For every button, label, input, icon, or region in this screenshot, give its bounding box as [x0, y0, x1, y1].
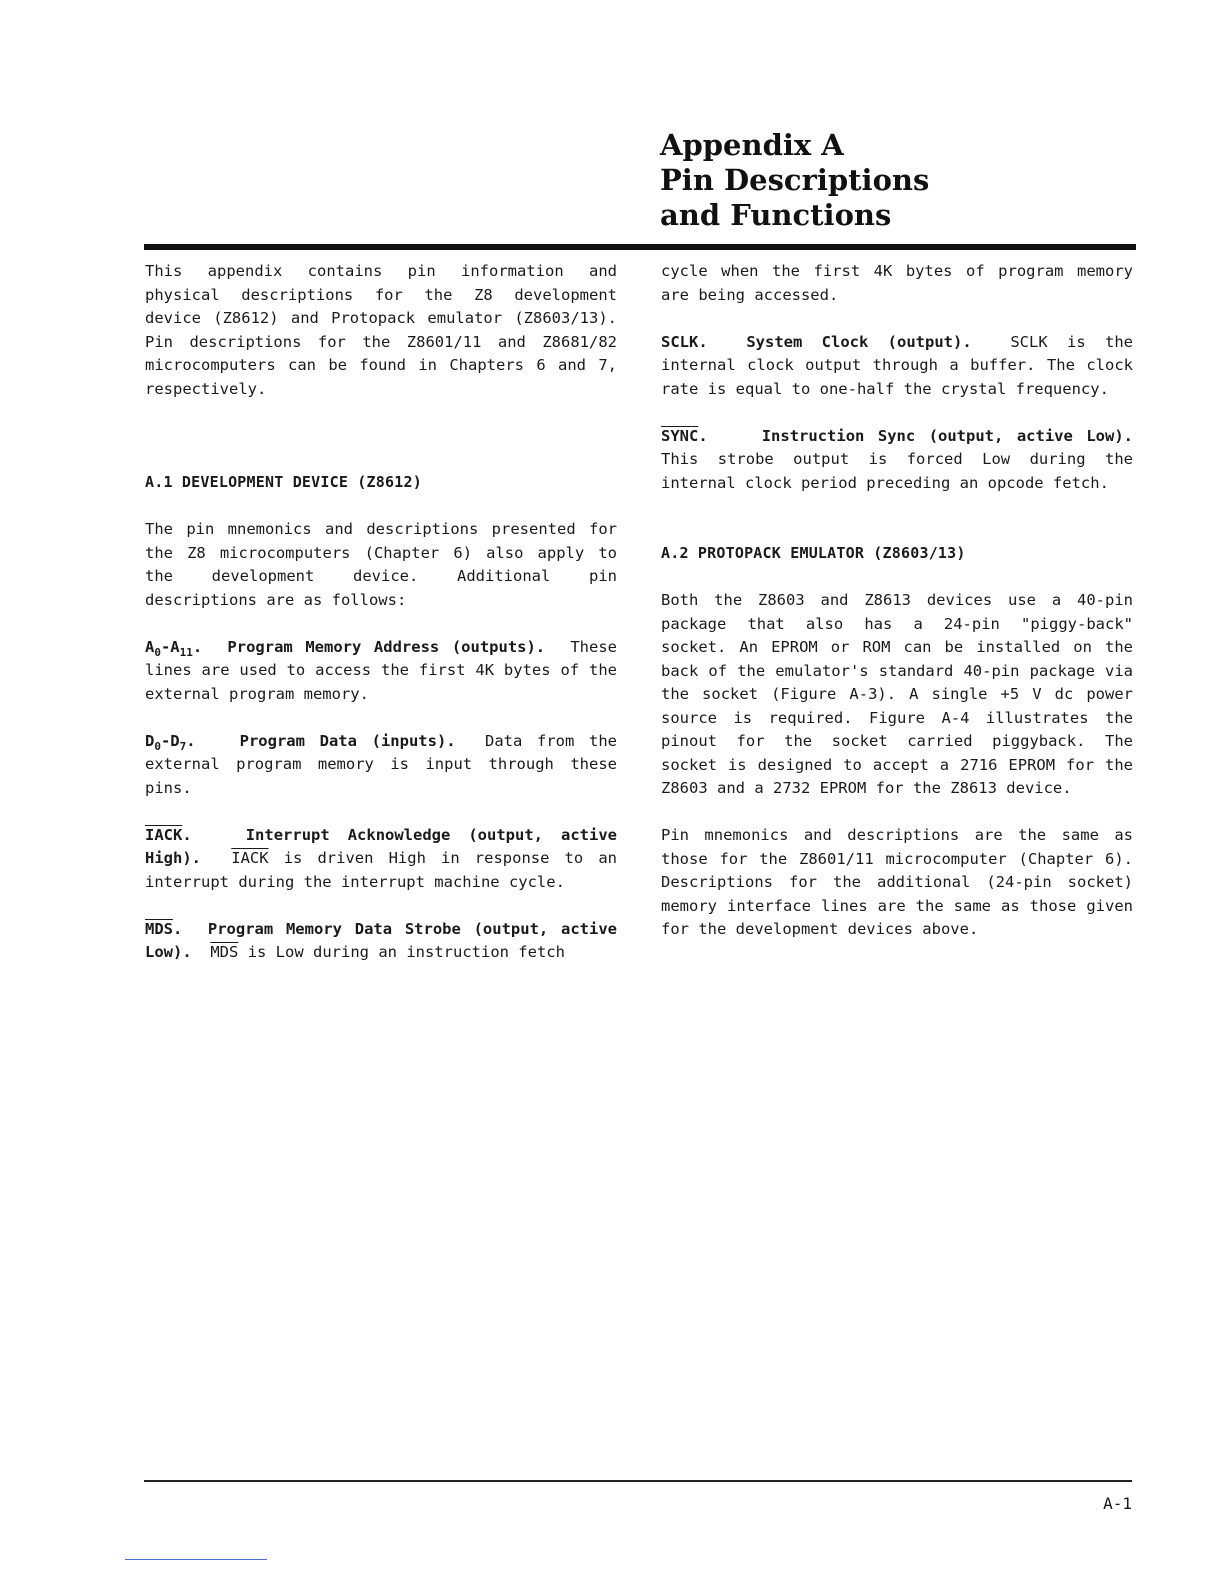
section-heading-a2: A.2 PROTOPACK EMULATOR (Z8603/13) — [661, 544, 966, 562]
mds-pin-ref: $\overline{MDS}$ — [210, 943, 239, 961]
address-pin-text: These lines are used to access the first 4K bytes of the external program memory. — [145, 637, 618, 703]
address-pin-description — [145, 636, 617, 707]
sync-pin-text: This strobe output is forced Low during the internal clock period preceding an opcode fetch. — [661, 450, 1133, 492]
iack-pin-text: is driven High in response to an interrupt during the interrupt machine cycle. — [145, 849, 617, 891]
mds-pin-label: Program Memory Data Strobe (output, active Low). — [145, 919, 618, 961]
section-heading-a1: A.1 DEVELOPMENT DEVICE (Z8612) — [145, 473, 422, 491]
sync-pin-description — [661, 425, 1133, 496]
a1-intro-paragraph: The pin mnemonics and descriptions presented for the Z8 microcomputers (Chapter 6) also apply to the development device. Additional pin descriptions are as follows: — [145, 520, 617, 609]
mds-pin-name: $\overline{MDS}$. — [145, 919, 183, 938]
footer-rule — [144, 1480, 1132, 1482]
footnote-rule — [125, 1559, 267, 1560]
address-pin-name: $A_0-A_{11}$. — [145, 637, 203, 659]
title-line-3: and Functions — [660, 198, 892, 232]
a2-paragraph-2: Pin mnemonics and descriptions are the same as those for the Z8601/11 microcomputer (Chapter 6). Descriptions for the additional (24-pin socket) memory interface lines are the same as those given for the development devices above. — [661, 826, 1133, 938]
iack-pin-name: IACK. — [145, 825, 192, 844]
sclk-pin-text: SCLK is the internal clock output through a buffer. The clock rate is equal to one-half the crystal frequency. — [661, 332, 1133, 398]
data-pin-description — [145, 730, 617, 801]
header-rule — [144, 244, 1136, 250]
address-pin-label: Program Memory Address (outputs). — [227, 637, 546, 656]
title-line-1: Appendix A — [660, 128, 844, 162]
sync-pin-label: Instruction Sync (output, active Low). — [761, 426, 1134, 445]
iack-pin-description — [145, 824, 617, 895]
page-number: A-1 — [1103, 1494, 1132, 1513]
title-line-2: Pin Descriptions — [660, 163, 930, 197]
a2-paragraph-1: Both the Z8603 and Z8613 devices use a 40-pin package that also has a 24-pin "piggy-back" socket. An EPROM or ROM can be installed on the back of the emulator's standard 40-pin package via the socket (Figure A-3). A single +5 V dc power source is required. Figure A-4 illustrates the pinout for the socket carried piggyback. The socket is designed to accept a 2716 EPROM for the Z8603 and a 2732 EPROM for the Z8613 device. — [661, 591, 1133, 797]
sync-pin-name: SYNC. — [661, 426, 708, 445]
mds-pin-text: is Low during an instruction fetch — [247, 943, 565, 961]
right-column — [661, 260, 1133, 942]
iack-pin-ref: IACK — [231, 849, 269, 867]
data-pin-text: Data from the external program memory is input through these pins. — [145, 731, 617, 797]
sclk-pin-name: SCLK. — [661, 332, 708, 351]
data-pin-name: $D_0-D_7$. — [145, 731, 196, 753]
intro-paragraph: This appendix contains pin information and physical descriptions for the Z8 development device (Z8612) and Protopack emulator (Z8603/13). Pin descriptions for the Z8601/11 and Z8681/82 microcomputers can be found in Chapters 6 and 7, respectively. — [145, 262, 617, 398]
mds-pin-description — [145, 918, 617, 965]
mds-continuation: cycle when the first 4K bytes of program memory are being accessed. — [661, 262, 1133, 304]
iack-pin-label: Interrupt Acknowledge (output, active High). — [145, 825, 618, 867]
left-column — [145, 260, 617, 965]
sclk-pin-label: System Clock (output). — [746, 332, 972, 351]
appendix-title — [660, 128, 929, 233]
data-pin-label: Program Data (inputs). — [239, 731, 456, 750]
sclk-pin-description — [661, 331, 1133, 402]
